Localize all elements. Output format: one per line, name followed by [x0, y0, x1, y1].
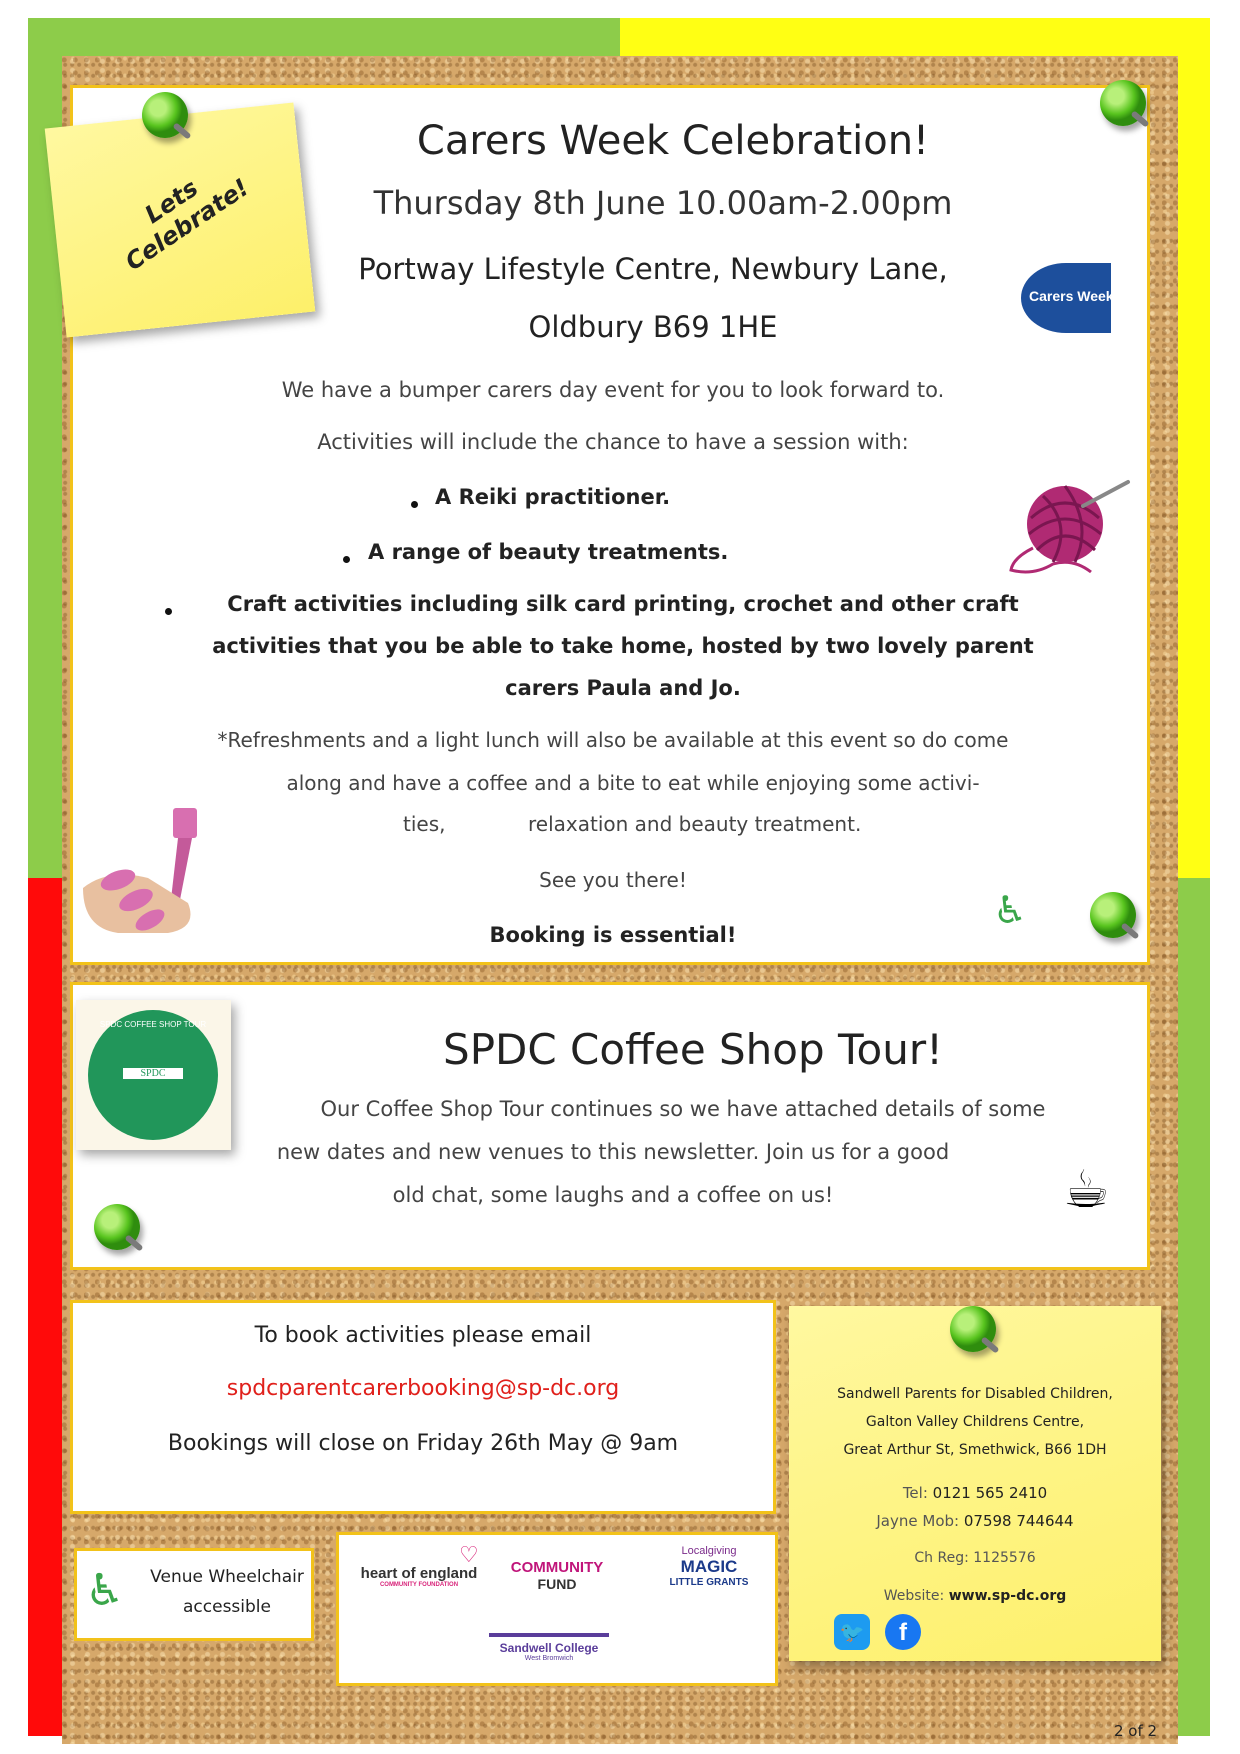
heart-of-england-logo: heart of england COMMUNITY FOUNDATION: [360, 1565, 478, 1588]
contact-mob-row: Jayne Mob: 07598 744644: [876, 1512, 1074, 1530]
wheelchair-access-icon: ♿: [85, 1565, 125, 1616]
bullet-dot: [343, 556, 350, 563]
wheelchair-line2: accessible: [183, 1597, 271, 1617]
coffee-panel: [70, 982, 1150, 1270]
magic-little-grants-logo: Localgiving MAGIC LITTLE GRANTS: [669, 1545, 749, 1588]
contact-tel-row: Tel: 0121 565 2410: [902, 1484, 1048, 1502]
badge-circle: [88, 1010, 218, 1140]
bullet-craft-line2: activities that you be able to take home, hosted by two lovely parent: [212, 634, 1034, 658]
contact-address: Great Arthur St, Smethwick, B66 1DH: [843, 1442, 1107, 1458]
wheelchair-icon: ♿: [993, 888, 1028, 932]
wheelchair-access-box: [74, 1548, 314, 1641]
see-you-there: See you there!: [539, 868, 687, 892]
green-pushpin-icon: [142, 92, 188, 138]
event-venue-line2: Oldbury B69 1HE: [528, 310, 778, 344]
booking-panel: [70, 1300, 776, 1514]
refreshments-line2: along and have a coffee and a bite to eat while enjoying some activi-: [286, 771, 980, 795]
heart-icon: ♡: [459, 1543, 479, 1568]
bullet-dot: [165, 608, 172, 615]
green-pushpin-icon: [950, 1306, 996, 1352]
event-intro-line2: Activities will include the chance to have a session with:: [317, 430, 909, 454]
contact-charity-reg: Ch Reg: 1125576: [914, 1550, 1036, 1566]
community-fund-logo: COMMUNITY FUND: [510, 1559, 604, 1592]
bullet-reiki: A Reiki practitioner.: [435, 485, 671, 509]
contact-website-row: Website: www.sp-dc.org: [883, 1588, 1067, 1604]
booking-close-date: Bookings will close on Friday 26th May @ 9am: [167, 1431, 679, 1456]
twitter-icon[interactable]: 🐦: [834, 1614, 870, 1650]
coffee-line3: old chat, some laughs and a coffee on us!: [392, 1183, 834, 1207]
lets-celebrate-sticky-note: [45, 103, 316, 338]
bullet-dot: [411, 501, 418, 508]
badge-ring-text: SPDC COFFEE SHOP TOUR: [99, 1020, 207, 1029]
badge-center-text: SPDC: [123, 1068, 183, 1079]
booking-instruction: To book activities please email: [254, 1323, 592, 1348]
contact-centre: Galton Valley Childrens Centre,: [865, 1414, 1085, 1430]
sponsor-logos-box: [336, 1532, 778, 1686]
facebook-icon[interactable]: f: [885, 1614, 921, 1650]
event-title: Carers Week Celebration!: [416, 118, 930, 164]
bullet-beauty: A range of beauty treatments.: [368, 540, 729, 564]
booking-email-link[interactable]: spdcparentcarerbooking@sp-dc.org: [226, 1376, 620, 1401]
coffee-line2: new dates and new venues to this newsletter. Join us for a good: [276, 1140, 950, 1164]
lets-celebrate-text: Lets Celebrate!: [120, 173, 254, 277]
refreshments-line3b: relaxation and beauty treatment.: [528, 812, 862, 836]
coffee-title: SPDC Coffee Shop Tour!: [443, 1025, 943, 1074]
page-number: 2 of 2: [1114, 1722, 1158, 1740]
sandwell-college-logo: Sandwell College West Bromwich: [489, 1633, 609, 1662]
coffee-line1: Our Coffee Shop Tour continues so we have attached details of some: [320, 1097, 1046, 1121]
green-pushpin-icon: [94, 1204, 140, 1250]
refreshments-line3a: ties,: [403, 812, 446, 836]
nail-polish-icon: [78, 808, 208, 948]
event-venue-line1: Portway Lifestyle Centre, Newbury Lane,: [358, 252, 948, 286]
bullet-craft-line3: carers Paula and Jo.: [505, 676, 741, 700]
booking-essential: Booking is essential!: [489, 923, 737, 947]
yarn-ball-icon: [1003, 478, 1133, 588]
event-intro-line1: We have a bumper carers day event for you to look forward to.: [281, 378, 945, 402]
contact-sticky-note: [789, 1306, 1161, 1661]
bullet-craft-line1: Craft activities including silk card printing, crochet and other craft: [227, 592, 1019, 616]
wheelchair-line1: Venue Wheelchair: [150, 1567, 304, 1587]
refreshments-line1: *Refreshments and a light lunch will also be available at this event so do come: [217, 728, 1009, 752]
coffee-cup-icon: ☕: [1063, 1160, 1110, 1220]
event-date-time: Thursday 8th June 10.00am-2.00pm: [373, 184, 953, 222]
contact-org: Sandwell Parents for Disabled Children,: [837, 1386, 1113, 1402]
green-pushpin-icon: [1090, 892, 1136, 938]
carers-week-logo: Carers Week: [1021, 263, 1111, 333]
coffee-shop-tour-badge: [76, 1000, 231, 1150]
green-pushpin-icon: [1100, 80, 1146, 126]
